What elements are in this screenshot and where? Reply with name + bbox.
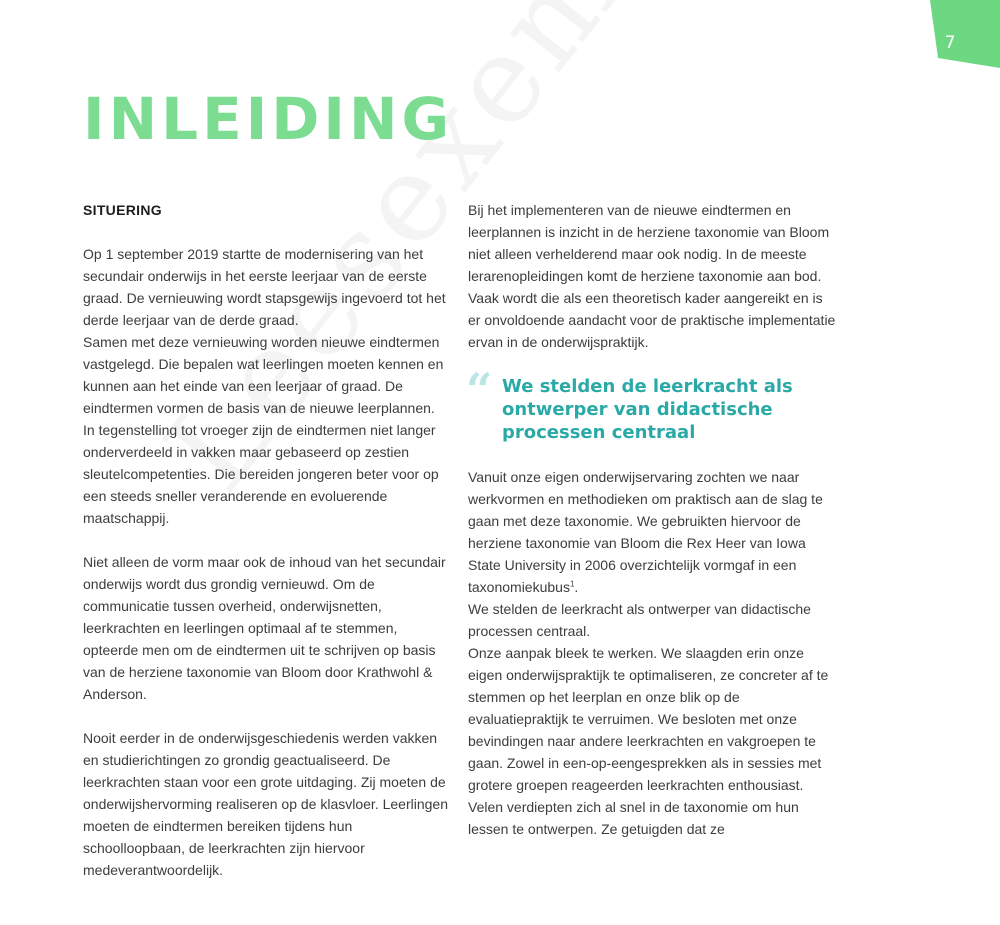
paragraph-text: Vanuit onze eigen onderwijservaring zochten we naar werkvormen en methodieken om praktisch aan de slag te gaan met deze taxonomie. We gebruikten hiervoor de herziene taxonomie van Bloom die Rex Heer van Iowa State University in 2006 overzichtelijk vormgaf in een taxonomiekubus — [468, 469, 823, 595]
quote-mark-icon: “ — [466, 363, 493, 417]
paragraph: Samen met deze vernieuwing worden nieuwe eindtermen vastgelegd. Die bepalen wat leerlingen moeten kennen en kunnen aan het einde van een leerjaar of graad. De eindtermen vormen de basis van de nieuwe leerplannen. — [83, 334, 444, 416]
paragraph: We stelden de leerkracht als ontwerper van didactische processen centraal. — [468, 601, 811, 639]
paragraph: Niet alleen de vorm maar ook de inhoud van het secundair onderwijs wordt dus grondig vernieuwd. Om de communicatie tussen overheid, onderwijsnetten, leerkrachten en leerlingen optimaal af te stemmen, opteerde men om de eindtermen uit te schrijven op basis van de herziene taxonomie van Bloom door Krathwohl & Anderson. — [83, 554, 446, 702]
chapter-title: INLEIDING — [83, 85, 454, 153]
paragraph-end: . — [574, 579, 579, 595]
paragraph: Bij het implementeren van de nieuwe eindtermen en leerplannen is inzicht in de herziene taxonomie van Bloom niet alleen verhelderend maar ook nodig. In de meeste lerarenopleidingen komt de herziene taxonomie aan bod. Vaak wordt die als een theoretisch kader aangereikt en is er onvoldoende aandacht voor de praktische implementatie ervan in de onderwijspraktijk. — [468, 202, 836, 350]
paragraph — [468, 466, 838, 598]
pull-quote: We stelden de leerkracht als ontwerper van didactische processen centraal — [502, 376, 793, 443]
paragraph: In tegenstelling tot vroeger zijn de eindtermen niet langer onderverdeeld in vakken maar gebaseerd op zestien sleutelcompetenties. Die bereiden jongeren beter voor op een steeds sneller veranderende en evoluerende maatschappij. — [83, 422, 439, 526]
paragraph: Nooit eerder in de onderwijsgeschiedenis werden vakken en studierichtingen zo grondig geactualiseerd. De leerkrachten staan voor een grote uitdaging. Zij moeten de onderwijshervorming realiseren op de klasvloer. Leerlingen moeten de eindtermen bereiken tijdens hun schoolloopbaan, de leerkrachten zijn hiervoor medeverantwoordelijk. — [83, 730, 448, 878]
pull-quote-block — [466, 363, 838, 444]
page-number: 7 — [944, 33, 956, 53]
page-number-tab — [930, 0, 1000, 70]
left-column — [83, 199, 455, 903]
right-column — [468, 199, 838, 840]
paragraph: Onze aanpak bleek te werken. We slaagden erin onze eigen onderwijspraktijk te optimaliseren, ze concreter af te stemmen op het leerplan en onze blik op de evaluatiepraktijk te verruimen. We besloten met onze bevindingen naar andere leerkrachten en vakgroepen te gaan. Zowel in een-op-eengesprekken als in sessies met grotere groepen reageerden leerkrachten enthousiast. Velen verdiepten zich al snel in de taxonomie om hun lessen te ontwerpen. Ze getuigden dat ze — [468, 645, 829, 837]
paragraph: Op 1 september 2019 startte de modernisering van het secundair onderwijs in het eerste leerjaar van de eerste graad. De vernieuwing wordt stapsgewijs ingevoerd tot het derde leerjaar van de derde graad. — [83, 246, 446, 328]
section-heading: SITUERING — [83, 202, 162, 218]
footnote-reference[interactable]: 1 — [569, 579, 575, 589]
